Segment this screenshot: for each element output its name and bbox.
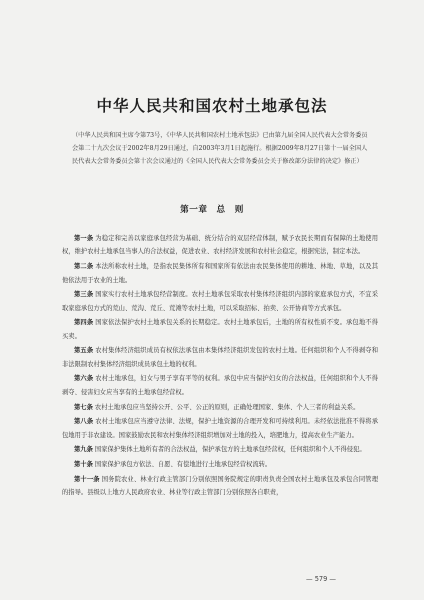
article-text: 农村土地承包，妇女与男子享有平等的权利。承包中应当保护妇女的合法权益，任何组织和个人不得剥夺、侵害妇女应当享有的土地承包经营权。 xyxy=(62,375,379,396)
article-number: 第一条 xyxy=(74,235,94,242)
article-text: 国务院农业、林业行政主管部门分别依照国务院规定的职责负责全国农村土地承包及承包合同管理的指导。县级以上地方人民政府农业、林业等行政主管部门分别依照各自职责， xyxy=(62,475,379,497)
article-1 xyxy=(62,232,378,259)
article-text: 国家保护承包方依法、自愿、有偿地进行土地承包经营权流转。 xyxy=(94,460,272,468)
article-number: 第三条 xyxy=(74,291,94,299)
article-number: 第六条 xyxy=(74,375,94,383)
article-4 xyxy=(62,316,378,343)
article-8 xyxy=(62,415,378,442)
article-number: 第八条 xyxy=(74,418,94,426)
article-text: 国家依法保护农村土地承包关系的长期稳定。农村土地承包后，土地的所有权性质不变。承包地不得买卖。 xyxy=(62,319,379,340)
article-10 xyxy=(62,458,378,471)
article-text: 为稳定和完善以家庭承包经营为基础、统分结合的双层经营体制，赋予农民长期而有保障的土地使用权，维护农村土地承包当事人的合法权益，促进农业、农村经济发展和农村社会稳定，根据宪法，制定本法。 xyxy=(62,235,379,256)
article-number: 第五条 xyxy=(74,347,94,355)
article-number: 第十条 xyxy=(74,460,93,468)
article-9 xyxy=(62,443,378,456)
article-number: 第九条 xyxy=(74,446,93,454)
article-number: 第四条 xyxy=(74,319,94,327)
enactment-note: （中华人民共和国主席令第73号，《中华人民共和国农村土地承包法》已由第九届全国人民代表大会常务委员会第二十九次会议于2002年8月29日通过，自2003年3月1日起施行。根据2009年8月27日第十一届全国人民代表大会常务委员会第十次会议通过的《全国人民代表大会常务委员会关于修改部分法律的决定》修正） xyxy=(72,132,368,166)
article-11 xyxy=(62,473,378,500)
article-2 xyxy=(62,260,378,287)
page-number: — 579 — xyxy=(306,575,336,583)
article-text: 国家实行农村土地承包经营制度。农村土地承包采取农村集体经济组织内部的家庭承包方式，不宜采取家庭承包方式的荒山、荒沟、荒丘、荒滩等农村土地，可以采取招标、拍卖、公开协商等方式承包。 xyxy=(62,291,379,312)
article-text: 农村土地承包应当坚持公开、公平、公正的原则，正确处理国家、集体、个人三者的利益关系。 xyxy=(94,403,360,411)
article-3 xyxy=(62,288,378,315)
article-7 xyxy=(62,401,378,414)
article-text: 农村土地承包应当遵守法律、法规，保护土地资源的合理开发和可持续利用。未经依法批准不得将承包地用于非农建设。国家鼓励农民和农村集体经济组织增加对土地的投入，培肥地力，提高农业生产能力。 xyxy=(62,418,379,439)
article-number: 第十一条 xyxy=(74,475,100,483)
page-title: 中华人民共和国农村土地承包法 xyxy=(96,97,328,115)
article-number: 第二条 xyxy=(74,263,94,271)
article-text: 农村集体经济组织成员有权依法承包由本集体经济组织发包的农村土地。任何组织和个人不得剥夺和非法限制农村集体经济组织成员承包土地的权利。 xyxy=(62,347,379,368)
chapter-heading: 第一章 总 则 xyxy=(180,205,244,215)
article-number: 第七条 xyxy=(74,403,93,411)
article-list xyxy=(62,232,378,501)
article-5 xyxy=(62,344,378,371)
article-text: 本法所称农村土地，是指农民集体所有和国家所有依法由农民集体使用的耕地、林地、草地，以及其他依法用于农业的土地。 xyxy=(62,263,379,284)
article-text: 国家保护集体土地所有者的合法权益，保护承包方的土地承包经营权，任何组织和个人不得侵犯。 xyxy=(94,446,366,454)
article-6 xyxy=(62,372,378,399)
